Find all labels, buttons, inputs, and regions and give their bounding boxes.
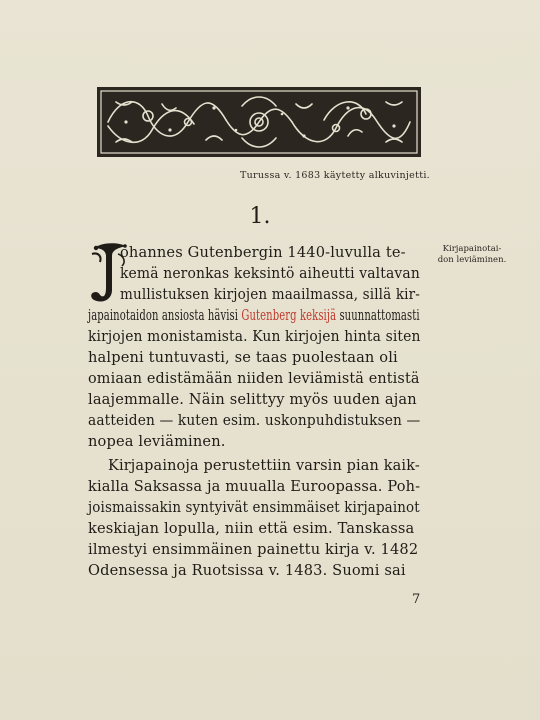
text-line: laajemmalle. Näin selittyy myös uuden ajan [88,391,417,408]
text-line: omiaan edistämään niiden leviämistä entistä [88,370,420,387]
text-line: Kirjapainoja perustettiin varsin pian kaik- [108,457,420,474]
text-line: kemä neronkas keksintö aiheutti valtavan [120,265,420,282]
highlighted-overlay-text: Gutenberg keksijä [241,307,337,324]
vignette-caption: Turussa v. 1683 käytetty alkuvinjetti. [239,170,430,181]
text-line: aatteiden — kuten esim. uskonpuhdistuksen — [88,412,421,429]
text-line: joismaissakin syntyivät ensimmäiset kirjapainot [88,499,420,516]
text-line: Odensessa ja Ruotsissa v. 1483. Suomi sai [88,562,406,579]
ornament-vignette-icon [96,86,422,158]
text-line: mullistuksen kirjojen maailmassa, sillä kir- [120,286,420,303]
text-line-start: japainotaidon ansiosta hävisi [88,307,239,324]
margin-note-line: don leviäminen. [437,255,507,265]
text-line: kialla Saksassa ja muualla Euroopassa. Poh- [88,478,421,495]
text-line: keskiajan lopulla, niin että esim. Tanskassa [88,520,415,537]
margin-note-line: Kirjapainotai- [442,244,502,254]
text-line: nopea leviäminen. [88,433,226,450]
text-line: halpeni tuntuvasti, se taas puolestaan oli [88,349,398,366]
margin-note [424,244,520,266]
page-number: 7 [412,592,421,607]
text-line: kirjojen monistamista. Kun kirjojen hinta siten [88,328,421,345]
text-line [88,306,420,326]
text-line: ohannes Gutenbergin 1440-luvulla te- [120,244,406,261]
chapter-number: 1. [249,204,271,229]
text-line: ilmestyi ensimmäinen painettu kirja v. 1482 [88,541,419,558]
text-line-end: suunnattomasti [339,307,420,324]
